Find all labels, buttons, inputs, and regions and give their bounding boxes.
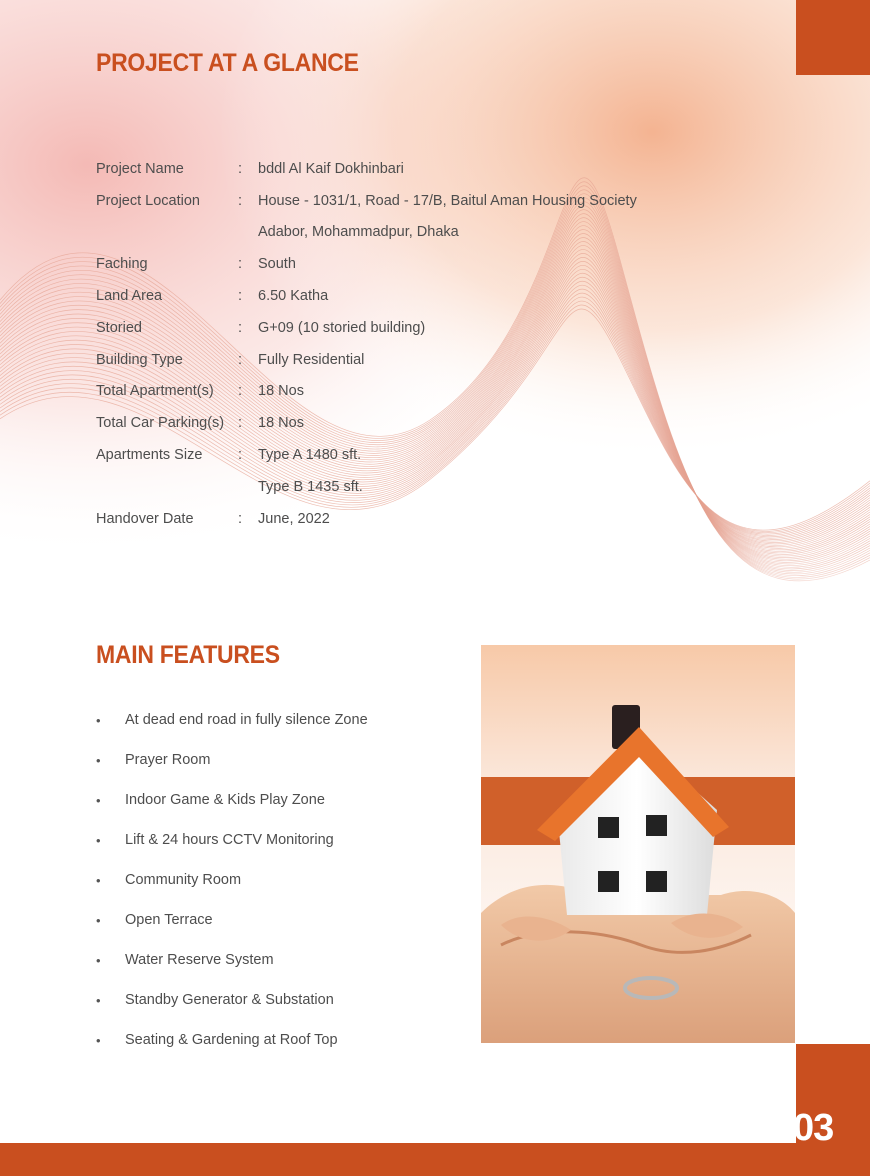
bullet-icon: • (96, 992, 101, 1008)
info-row (96, 185, 696, 217)
project-info-table (96, 153, 696, 535)
info-value: Fully Residential (258, 351, 365, 368)
feature-item (96, 1020, 476, 1060)
info-value: Adabor, Mohammadpur, Dhaka (258, 224, 459, 241)
info-row (96, 217, 696, 249)
feature-item (96, 900, 476, 940)
bullet-icon: • (96, 792, 101, 808)
info-row (96, 439, 696, 471)
info-row (96, 407, 696, 439)
info-row (96, 248, 696, 280)
info-value: 18 Nos (258, 383, 304, 400)
bullet-icon: • (96, 752, 101, 768)
info-label: Faching (96, 256, 148, 273)
info-label: Project Location (96, 192, 200, 209)
info-separator: : (238, 160, 243, 177)
info-value: 6.50 Katha (258, 288, 329, 305)
bullet-icon: • (96, 912, 101, 928)
footer-bar (0, 1143, 870, 1176)
info-row (96, 312, 696, 344)
info-value: Type A 1480 sft. (258, 447, 362, 464)
bullet-icon: • (96, 832, 101, 848)
features-list (96, 700, 476, 1060)
info-separator: : (238, 447, 243, 464)
info-separator: : (238, 351, 243, 368)
info-row (96, 153, 696, 185)
info-row (96, 376, 696, 408)
info-label: Storied (96, 319, 142, 336)
info-row (96, 471, 696, 503)
info-label: Project Name (96, 160, 184, 177)
feature-text: Seating & Gardening at Roof Top (125, 1032, 338, 1048)
feature-item (96, 940, 476, 980)
info-label: Building Type (96, 351, 183, 368)
feature-text: Water Reserve System (125, 952, 274, 968)
info-label: Land Area (96, 288, 163, 305)
feature-text: At dead end road in fully silence Zone (125, 712, 368, 728)
info-separator: : (238, 192, 243, 209)
house-in-hand-image (481, 645, 795, 1043)
corner-accent-top (796, 0, 870, 75)
info-row (96, 344, 696, 376)
info-label: Apartments Size (96, 447, 203, 464)
info-separator: : (238, 288, 243, 305)
info-value: June, 2022 (258, 510, 330, 527)
info-separator: : (238, 383, 243, 400)
features-heading: MAIN FEATURES (96, 641, 280, 669)
info-label: Handover Date (96, 510, 194, 527)
feature-text: Lift & 24 hours CCTV Monitoring (125, 832, 334, 848)
info-separator: : (238, 319, 243, 336)
info-row (96, 280, 696, 312)
bullet-icon: • (96, 872, 101, 888)
feature-text: Prayer Room (125, 752, 211, 768)
info-row (96, 503, 696, 535)
feature-item (96, 820, 476, 860)
info-separator: : (238, 256, 243, 273)
info-label: Total Apartment(s) (96, 383, 214, 400)
feature-text: Standby Generator & Substation (125, 992, 334, 1008)
feature-text: Indoor Game & Kids Play Zone (125, 792, 325, 808)
info-value: Type B 1435 sft. (258, 478, 363, 495)
info-value: South (258, 256, 296, 273)
bullet-icon: • (96, 712, 101, 728)
info-value: G+09 (10 storied building) (258, 319, 426, 336)
glance-heading: PROJECT AT A GLANCE (96, 49, 359, 77)
info-value: 18 Nos (258, 415, 304, 432)
info-label: Total Car Parking(s) (96, 415, 225, 432)
info-value: House - 1031/1, Road - 17/B, Baitul Aman Housing Society (258, 192, 637, 209)
feature-item (96, 980, 476, 1020)
feature-item (96, 860, 476, 900)
feature-item (96, 700, 476, 740)
feature-item (96, 780, 476, 820)
feature-text: Community Room (125, 872, 242, 888)
info-value: bddl Al Kaif Dokhinbari (258, 160, 404, 177)
feature-text: Open Terrace (125, 912, 213, 928)
info-separator: : (238, 415, 243, 432)
page-number: 03 (793, 1107, 834, 1149)
bullet-icon: • (96, 1032, 101, 1048)
info-separator: : (238, 510, 243, 527)
bullet-icon: • (96, 952, 101, 968)
feature-item (96, 740, 476, 780)
